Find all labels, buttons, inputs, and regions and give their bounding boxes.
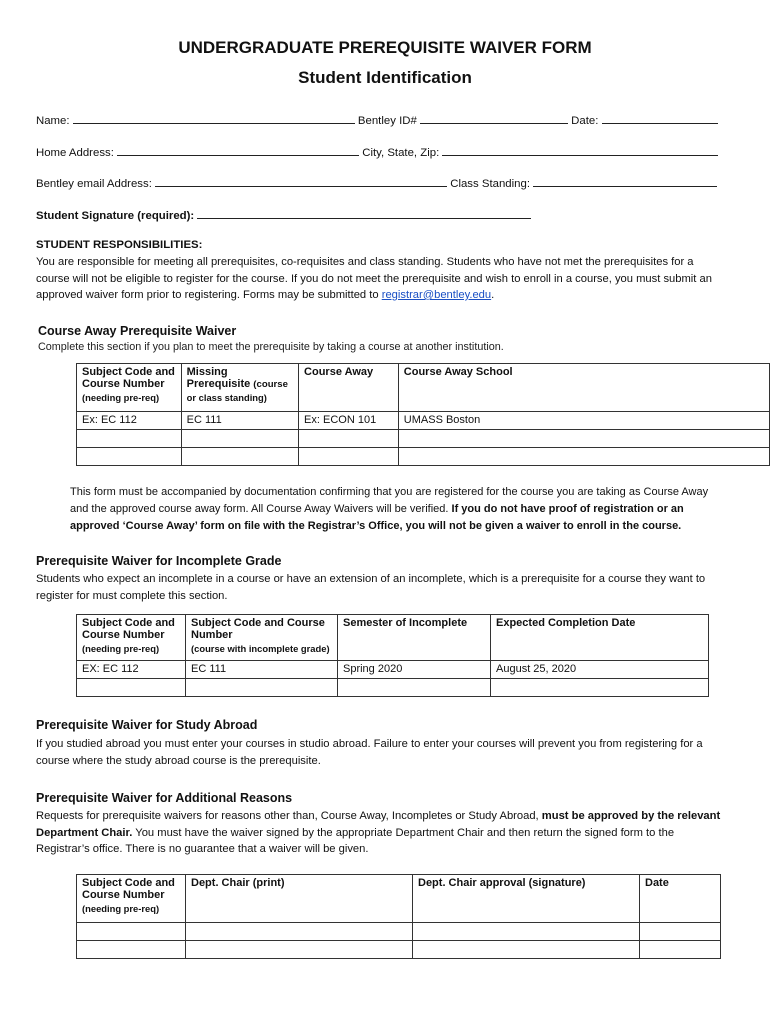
table-cell: EX: EC 112 (77, 661, 186, 679)
table-cell[interactable] (181, 448, 298, 466)
table-cell[interactable] (413, 941, 640, 959)
table-cell: EC 111 (181, 412, 298, 430)
table-row[interactable] (77, 923, 721, 941)
table-cell: Ex: EC 112 (77, 412, 182, 430)
registrar-email-link[interactable]: registrar@bentley.edu (381, 289, 492, 301)
incomplete-table (76, 614, 709, 697)
header-dept-chair-signature: Dept. Chair approval (signature) (413, 875, 640, 923)
bentley-id-field[interactable] (420, 113, 568, 124)
table-row[interactable] (77, 679, 709, 697)
responsibilities-text: You are responsible for meeting all prerequisites, co-requisites and class standing. Students who have not met the prerequisites for a course will not be eligible to register for the course. If you do not meet the prerequisite and wish to enroll in a course, you must submit an approved waiver form prior to registering. Forms may be submitted to registrar@bentley.edu. (36, 256, 712, 301)
table-header-row (77, 875, 721, 923)
city-state-zip-field[interactable] (442, 145, 718, 156)
header-missing-prerequisite: Missing Prerequisite (course or class standing) (181, 364, 298, 412)
table-row[interactable] (77, 430, 770, 448)
date-field[interactable] (602, 113, 718, 124)
study-abroad-text: If you studied abroad you must enter your courses in studio abroad. Failure to enter your courses will prevent you from registering for a course where the study abroad course is the prerequisite. (36, 738, 703, 767)
table-cell[interactable] (299, 448, 399, 466)
table-cell[interactable] (186, 941, 413, 959)
table-cell[interactable] (181, 430, 298, 448)
table-cell: UMASS Boston (398, 412, 769, 430)
header-dept-chair-print: Dept. Chair (print) (186, 875, 413, 923)
header-semester-incomplete: Semester of Incomplete (338, 615, 491, 661)
additional-reasons-heading: Prerequisite Waiver for Additional Reasons (36, 791, 293, 805)
incomplete-heading: Prerequisite Waiver for Incomplete Grade (36, 554, 282, 568)
table-cell[interactable] (77, 679, 186, 697)
identification-row-2 (36, 145, 718, 159)
date-label: Date: (571, 115, 599, 127)
course-away-note: This form must be accompanied by documentation confirming that you are registered for the course you are taking as Course Away and the approved course away form. All Course Away Waivers will be verified. If you do not have proof of registration or an approved ‘Course Away’ form on file with the Registrar’s Office, you will not be given a waiver to enroll in the course. (70, 486, 709, 532)
header-subject-code: Subject Code and Course Number (needing pre-req) (77, 364, 182, 412)
course-away-grid (76, 363, 770, 466)
table-row[interactable] (77, 448, 770, 466)
header-expected-completion: Expected Completion Date (491, 615, 709, 661)
table-cell[interactable] (77, 923, 186, 941)
header-date: Date (640, 875, 721, 923)
table-cell[interactable] (186, 923, 413, 941)
table-cell[interactable] (398, 448, 769, 466)
table-cell: Spring 2020 (338, 661, 491, 679)
identification-row-1 (36, 113, 718, 127)
course-away-subtext: Complete this section if you plan to meet the prerequisite by taking a course at another institution. (38, 341, 504, 353)
header-subject-code: Subject Code and Course Number (needing pre-req) (77, 615, 186, 661)
table-cell[interactable] (491, 679, 709, 697)
class-standing-label: Class Standing: (450, 178, 530, 190)
table-cell[interactable] (77, 430, 182, 448)
identification-row-3 (36, 176, 717, 190)
header-course-away: Course Away (299, 364, 399, 412)
header-subject-code: Subject Code and Course Number (needing pre-req) (77, 875, 186, 923)
course-away-heading: Course Away Prerequisite Waiver (38, 324, 237, 338)
name-field[interactable] (73, 113, 355, 124)
additional-reasons-text: Requests for prerequisite waivers for reasons other than, Course Away, Incompletes or Study Abroad, must be approved by the relevant Department Chair. You must have the waiver signed by the appropriate Department Chair and then return the signed form to the Registrar’s office. There is no guarantee that a waiver will be given. (36, 810, 721, 855)
city-state-zip-label: City, State, Zip: (362, 147, 440, 159)
table-cell: Ex: ECON 101 (299, 412, 399, 430)
signature-label: Student Signature (required): (36, 210, 195, 222)
home-address-label: Home Address: (36, 147, 114, 159)
table-row[interactable] (77, 941, 721, 959)
additional-reasons-table (76, 874, 721, 959)
table-header-row (77, 615, 709, 661)
study-abroad-heading: Prerequisite Waiver for Study Abroad (36, 718, 258, 732)
email-field[interactable] (155, 176, 447, 187)
form-title: UNDERGRADUATE PREREQUISITE WAIVER FORM (178, 38, 592, 57)
table-cell[interactable] (640, 941, 721, 959)
class-standing-field[interactable] (533, 176, 717, 187)
name-label: Name: (36, 115, 70, 127)
responsibilities-heading: STUDENT RESPONSIBILITIES: (36, 239, 203, 251)
table-cell[interactable] (640, 923, 721, 941)
table-cell[interactable] (299, 430, 399, 448)
section-title-student-identification: Student Identification (298, 68, 472, 87)
incomplete-text: Students who expect an incomplete in a course or have an extension of an incomplete, which is a prerequisite for a course they want to register for must complete this section. (36, 573, 706, 602)
bentley-id-label: Bentley ID# (357, 115, 417, 127)
table-cell[interactable] (413, 923, 640, 941)
header-incomplete-course: Subject Code and Course Number (course with incomplete grade) (186, 615, 338, 661)
table-cell: EC 111 (186, 661, 338, 679)
table-cell: August 25, 2020 (491, 661, 709, 679)
table-row (77, 412, 770, 430)
email-label: Bentley email Address: (36, 178, 152, 190)
identification-row-4 (36, 208, 531, 222)
header-course-away-school: Course Away School (398, 364, 769, 412)
table-cell[interactable] (77, 941, 186, 959)
table-cell[interactable] (77, 448, 182, 466)
table-cell[interactable] (186, 679, 338, 697)
signature-field[interactable] (197, 208, 531, 219)
table-row (77, 661, 709, 679)
table-cell[interactable] (398, 430, 769, 448)
table-header-row (77, 364, 770, 412)
home-address-field[interactable] (117, 145, 359, 156)
table-cell[interactable] (338, 679, 491, 697)
